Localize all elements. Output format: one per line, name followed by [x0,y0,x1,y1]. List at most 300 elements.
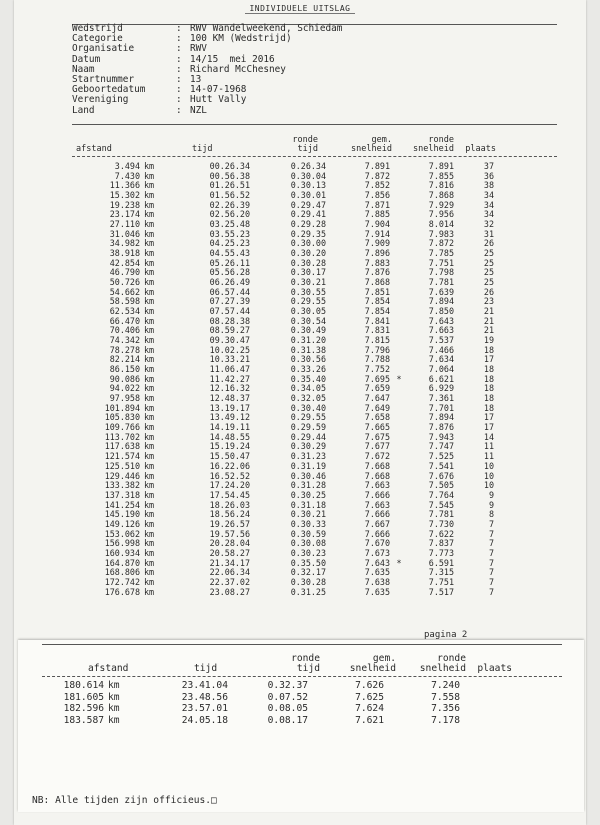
header-ronde-snel-1: ronde [428,135,454,145]
header-gem-snelheid [342,136,392,154]
cell-ronde-snelheid: 7.872 [428,238,454,249]
cell-ronde-tijd: 0.30.21 [290,509,326,520]
cell-unit: km [144,431,155,442]
cell-ronde-snelheid: 7.466 [428,344,454,355]
results-table [72,162,557,597]
cell-ronde-snelheid: 7.894 [428,412,454,423]
cell-tijd: 19.57.56 [209,528,250,539]
cell-afstand: 97.958 [109,393,140,404]
cell-unit: km [144,586,155,597]
cell-plaats: 17 [483,422,494,433]
cell-ronde-tijd: 0.30.59 [290,528,326,539]
cell-tijd: 19.26.57 [209,518,250,529]
header-gem-2: snelheid [351,144,392,154]
cell-gem-snelheid: 7.658 [364,412,390,423]
cell-plaats: 34 [483,190,494,201]
header2-ronde-tijd-1: ronde [291,653,320,664]
cell-tijd: 23.48.56 [181,691,228,703]
cell-ronde-tijd: 0.35.40 [290,373,326,384]
cell-unit: km [144,489,155,500]
cell-plaats: 7 [488,557,494,568]
cell-gem-snelheid: 7.666 [364,489,390,500]
cell-gem-snelheid: 7.649 [364,402,390,413]
cell-afstand: 181.605 [63,691,104,703]
cell-tijd: 02.56.20 [209,209,250,220]
cell-ronde-snelheid: 7.643 [428,315,454,326]
cell-gem-snelheid: 7.659 [364,383,390,394]
cell-ronde-tijd: 0.29.55 [290,296,326,307]
cell-plaats: 37 [483,161,494,171]
info-colon: : [176,63,182,75]
header2-plaats: plaats [477,663,512,674]
cell-ronde-snelheid: 7.541 [428,460,454,471]
cell-tijd: 03.25.48 [209,219,250,230]
cell-gem-snelheid: 7.831 [364,325,390,336]
cell-gem-snelheid: 7.635 [364,586,390,597]
cell-gem-snelheid: 7.666 [364,509,390,520]
cell-ronde-tijd: 0.29.55 [290,412,326,423]
cell-unit: km [144,170,155,181]
cell-ronde-snelheid: 7.240 [431,680,460,691]
cell-plaats: 31 [483,228,494,239]
cell-afstand: 74.342 [109,335,140,346]
cell-plaats: 25 [483,248,494,259]
cell-ronde-snelheid: 7.356 [431,703,460,715]
cell-unit: km [144,190,155,201]
cell-ronde-tijd: 0.07.52 [267,691,308,703]
cell-afstand: 15.302 [109,190,140,201]
header2-gem-2: snelheid [349,663,396,674]
cell-ronde-tijd: 0.30.04 [290,170,326,181]
document-title-text: INDIVIDUELE UITSLAG [245,4,354,14]
cell-gem-snelheid: 7.752 [364,364,390,375]
cell-ronde-snelheid: 7.855 [428,170,454,181]
cell-plaats: 21 [483,315,494,326]
table-header-2 [24,648,544,676]
cell-gem-snelheid: 7.673 [364,547,390,558]
cell-afstand: 90.086 [109,373,140,384]
header2-ronde-snel-2: snelheid [419,663,466,674]
cell-afstand: 176.678 [104,586,140,597]
info-label: Startnummer [72,74,135,86]
cell-plaats: 9 [488,499,494,510]
cell-tijd: 14.19.11 [209,422,250,433]
info-value: 100 KM (Wedstrijd) [190,33,292,45]
cell-gem-snelheid: 7.638 [364,576,390,587]
cell-unit: km [144,315,155,326]
info-colon: : [176,23,182,34]
info-value: 14/15 mei 2016 [190,53,275,65]
cell-afstand: 117.638 [104,441,140,452]
cell-afstand: 82.214 [109,354,140,365]
cell-gem-snelheid: 7.672 [364,451,390,462]
cell-unit: km [144,199,155,210]
cell-plaats: 18 [483,344,494,355]
cell-ronde-tijd: 0.31.25 [290,586,326,597]
cell-ronde-snelheid: 7.764 [428,489,454,500]
cell-tijd: 17.54.45 [209,489,250,500]
cell-plaats: 11 [483,441,494,452]
cell-tijd: 23.08.27 [209,586,250,597]
cell-afstand: 141.254 [104,499,140,510]
results-table-2 [36,680,521,726]
cell-ronde-tijd: 0.32.17 [290,567,326,578]
table-row [36,715,521,727]
cell-afstand: 149.126 [104,518,140,529]
cell-tijd: 04.55.43 [209,248,250,259]
info-value: NZL [190,104,207,116]
cell-ronde-tijd: 0.33.26 [290,364,326,375]
cell-unit: km [144,499,155,510]
cell-unit: km [108,703,120,715]
info-value: RWV [190,43,207,55]
cell-tijd: 03.55.23 [209,228,250,239]
cell-plaats: 7 [488,528,494,539]
header2-ronde-tijd-2: tijd [296,663,320,674]
cell-gem-snelheid: 7.872 [364,170,390,181]
cell-gem-snelheid: 7.883 [364,257,390,268]
cell-unit: km [144,528,155,539]
cell-unit: km [144,344,155,355]
cell-gem-snelheid: 7.635 [364,567,390,578]
cell-ronde-tijd: 0.29.35 [290,228,326,239]
cell-afstand: 23.174 [109,209,140,220]
cell-afstand: 160.934 [104,547,140,558]
cell-ronde-snelheid: 7.751 [428,576,454,587]
cell-unit: km [144,383,155,394]
cell-ronde-tijd: 0.08.05 [267,703,308,715]
cell-unit: km [144,277,155,288]
cell-unit: km [144,460,155,471]
cell-gem-snelheid: 7.665 [364,422,390,433]
cell-unit: km [144,402,155,413]
cell-ronde-tijd: 0.30.56 [290,354,326,365]
info-colon: : [176,33,182,45]
cell-unit: km [144,296,155,307]
cell-ronde-snelheid: 7.622 [428,528,454,539]
cell-ronde-snelheid: 7.517 [428,586,454,597]
cell-ronde-snelheid: 7.929 [428,199,454,210]
cell-gem-snelheid: 7.621 [355,714,384,726]
cell-ronde-tijd: 0.30.23 [290,547,326,558]
cell-afstand: 66.470 [109,315,140,326]
cell-gem-snelheid: 7.904 [364,219,390,230]
divider [72,156,557,157]
cell-ronde-snelheid: 7.773 [428,547,454,558]
cell-gem-snelheid: 7.856 [364,190,390,201]
cell-ronde-snelheid: 7.751 [428,257,454,268]
cell-unit: km [144,267,155,278]
cell-plaats: 18 [483,373,494,384]
cell-unit: km [144,422,155,433]
cell-tijd: 16.52.52 [209,470,250,481]
cell-gem-snelheid: 7.868 [364,277,390,288]
cell-ronde-tijd: 0.31.38 [290,344,326,355]
cell-afstand: 101.894 [104,402,140,413]
info-label: Categorie [72,33,123,45]
cell-plaats: 10 [483,460,494,471]
cell-unit: km [108,680,120,691]
header-ronde-tijd-1: ronde [292,135,318,145]
cell-ronde-snelheid: 7.837 [428,538,454,549]
cell-gem-snelheid: 7.815 [364,335,390,346]
cell-ronde-tijd: 0.35.50 [290,557,326,568]
cell-unit: km [144,161,155,171]
document-title [14,4,586,13]
cell-afstand: 145.190 [104,509,140,520]
cell-plaats: 26 [483,286,494,297]
info-value: RWV Wandelweekend, Schiedam [190,23,343,34]
cell-tijd: 23.57.01 [181,703,228,715]
info-colon: : [176,104,182,116]
cell-gem-snelheid: 7.851 [364,286,390,297]
cell-ronde-snelheid: 7.361 [428,393,454,404]
cell-unit: km [144,335,155,346]
cell-gem-snelheid: 7.914 [364,228,390,239]
cell-plaats: 38 [483,180,494,191]
cell-ronde-snelheid: 7.558 [431,691,460,703]
info-label: Datum [72,53,101,65]
cell-plaats: 25 [483,267,494,278]
cell-gem-snelheid: 7.677 [364,441,390,452]
cell-plaats: 7 [488,538,494,549]
cell-gem-snelheid: 7.675 [364,431,390,442]
cell-gem-snelheid: 7.841 [364,315,390,326]
header2-gem-snelheid [338,654,396,674]
cell-ronde-tijd: 0.29.59 [290,422,326,433]
cell-ronde-snelheid: 7.315 [428,567,454,578]
header2-tijd: tijd [194,663,218,674]
cell-tijd: 15.19.24 [209,441,250,452]
cell-ronde-snelheid: 7.798 [428,267,454,278]
cell-tijd: 22.06.34 [209,567,250,578]
cell-unit: km [144,509,155,520]
cell-ronde-tijd: 0.30.29 [290,441,326,452]
cell-unit: km [108,691,120,703]
cell-ronde-tijd: 0.31.28 [290,480,326,491]
cell-plaats: 19 [483,335,494,346]
header2-afstand: afstand [88,663,129,674]
cell-gem-snelheid: 7.854 [364,296,390,307]
cell-unit: km [144,557,155,568]
cell-tijd: 22.37.02 [209,576,250,587]
cell-tijd: 23.41.04 [181,680,228,691]
cell-plaats: 10 [483,480,494,491]
cell-afstand: 125.510 [104,460,140,471]
cell-gem-snelheid: 7.666 [364,528,390,539]
cell-ronde-snelheid: 7.891 [428,161,454,171]
cell-ronde-snelheid: 7.956 [428,209,454,220]
cell-ronde-tijd: 0.29.28 [290,219,326,230]
cell-unit: km [144,257,155,268]
cell-gem-snelheid: 7.788 [364,354,390,365]
cell-ronde-tijd: 0.30.54 [290,315,326,326]
cell-ronde-snelheid: 6.591 [428,557,454,568]
cell-gem-snelheid: 7.854 [364,306,390,317]
cell-tijd: 10.33.21 [209,354,250,365]
cell-ronde-tijd: 0.30.13 [290,180,326,191]
cell-gem-snelheid: 7.909 [364,238,390,249]
cell-unit: km [144,480,155,491]
cell-unit: km [144,306,155,317]
cell-plaats: 26 [483,238,494,249]
cell-afstand: 7.430 [114,170,140,181]
cell-plaats: 25 [483,277,494,288]
cell-unit: km [144,228,155,239]
cell-ronde-tijd: 0.30.55 [290,286,326,297]
cell-plaats: 7 [488,586,494,597]
footnote: NB: Alle tijden zijn officieus.□ [32,795,217,806]
header-plaats: plaats [465,144,496,154]
cell-afstand: 121.574 [104,451,140,462]
cell-afstand: 180.614 [63,680,104,691]
cell-unit: km [144,547,155,558]
cell-ronde-tijd: 0.30.46 [290,470,326,481]
cell-plaats: 7 [488,576,494,587]
cell-afstand: 182.596 [63,703,104,715]
cell-gem-snelheid: 7.896 [364,248,390,259]
cell-ronde-snelheid: 7.876 [428,422,454,433]
info-colon: : [176,74,182,86]
cell-gem-snelheid: 7.626 [355,680,384,691]
cell-tijd: 11.42.27 [209,373,250,384]
info-colon: : [176,53,182,65]
cell-tijd: 06.26.49 [209,277,250,288]
cell-plaats: 7 [488,547,494,558]
cell-tijd: 12.48.37 [209,393,250,404]
info-label: Naam [72,63,95,75]
cell-plaats: 17 [483,412,494,423]
cell-afstand: 46.790 [109,267,140,278]
cell-plaats: 18 [483,364,494,375]
cell-unit: km [144,567,155,578]
cell-ronde-snelheid: 7.064 [428,364,454,375]
cell-tijd: 00.26.34 [209,161,250,171]
cell-tijd: 24.05.18 [181,714,228,726]
table-header [72,128,557,156]
cell-gem-snelheid: 7.668 [364,470,390,481]
cell-tijd: 06.57.44 [209,286,250,297]
header-ronde-snel-2: snelheid [413,144,454,154]
cell-ronde-tijd: 0.34.05 [290,383,326,394]
header2-ronde-snelheid [408,654,466,674]
cell-ronde-snelheid: 7.781 [428,277,454,288]
cell-tijd: 13.19.17 [209,402,250,413]
cell-unit: km [144,325,155,336]
cell-ronde-snelheid: 7.850 [428,306,454,317]
cell-tijd: 16.22.06 [209,460,250,471]
cell-tijd: 01.56.52 [209,190,250,201]
info-colon: : [176,43,182,55]
cell-tijd: 09.30.47 [209,335,250,346]
cell-gem-snelheid: 7.668 [364,460,390,471]
cell-unit: km [144,286,155,297]
cell-marker: * [396,557,402,568]
table-row [36,692,521,704]
cell-ronde-snelheid: 7.537 [428,335,454,346]
info-label: Wedstrijd [72,23,123,34]
divider [42,676,562,677]
info-value: Richard McChesney [190,63,286,75]
cell-ronde-snelheid: 7.747 [428,441,454,452]
divider [42,644,562,645]
cell-unit: km [108,714,120,726]
cell-gem-snelheid: 7.625 [355,691,384,703]
cell-tijd: 10.02.25 [209,344,250,355]
cell-afstand: 11.366 [109,180,140,191]
header-afstand: afstand [76,144,112,154]
cell-ronde-tijd: 0.30.28 [290,576,326,587]
cell-ronde-tijd: 0.08.17 [267,714,308,726]
cell-tijd: 02.26.39 [209,199,250,210]
cell-ronde-tijd: 0.30.00 [290,238,326,249]
cell-afstand: 3.494 [114,161,140,171]
cell-ronde-tijd: 0.32.37 [267,680,308,691]
table-row [72,588,557,598]
cell-afstand: 133.382 [104,480,140,491]
cell-unit: km [144,354,155,365]
cell-unit: km [144,180,155,191]
cell-afstand: 164.870 [104,557,140,568]
cell-afstand: 94.022 [109,383,140,394]
cell-afstand: 42.854 [109,257,140,268]
cell-afstand: 105.830 [104,412,140,423]
info-label: Vereniging [72,94,129,106]
cell-afstand: 34.982 [109,238,140,249]
cell-unit: km [144,238,155,249]
cell-ronde-snelheid: 7.983 [428,228,454,239]
cell-afstand: 86.150 [109,364,140,375]
cell-tijd: 21.34.17 [209,557,250,568]
cell-gem-snelheid: 7.663 [364,499,390,510]
cell-tijd: 05.26.11 [209,257,250,268]
cell-unit: km [144,248,155,259]
cell-unit: km [144,412,155,423]
table-row [36,680,521,692]
cell-ronde-snelheid: 8.014 [428,219,454,230]
cell-plaats: 23 [483,296,494,307]
cell-ronde-snelheid: 7.505 [428,480,454,491]
page-number: pagina 2 [424,630,468,640]
cell-ronde-tijd: 0.30.28 [290,257,326,268]
cell-ronde-tijd: 0.31.23 [290,451,326,462]
cell-tijd: 18.56.24 [209,509,250,520]
cell-ronde-tijd: 0.30.17 [290,267,326,278]
cell-tijd: 20.58.27 [209,547,250,558]
header-ronde-tijd [278,136,318,154]
info-value: Hutt Vally [190,94,247,106]
divider [72,124,557,125]
cell-gem-snelheid: 7.643 [364,557,390,568]
cell-ronde-snelheid: 6.929 [428,383,454,394]
cell-afstand: 70.406 [109,325,140,336]
cell-plaats: 32 [483,219,494,230]
info-colon: : [176,94,182,106]
cell-ronde-snelheid: 7.868 [428,190,454,201]
cell-tijd: 05.56.28 [209,267,250,278]
cell-ronde-snelheid: 7.676 [428,470,454,481]
cell-plaats: 10 [483,470,494,481]
cell-gem-snelheid: 7.667 [364,518,390,529]
cell-plaats: 8 [488,509,494,520]
cell-afstand: 172.742 [104,576,140,587]
cell-unit: km [144,538,155,549]
cell-tijd: 18.26.03 [209,499,250,510]
cell-ronde-snelheid: 7.781 [428,509,454,520]
cell-unit: km [144,518,155,529]
cell-gem-snelheid: 7.695 [364,373,390,384]
cell-ronde-tijd: 0.30.08 [290,538,326,549]
